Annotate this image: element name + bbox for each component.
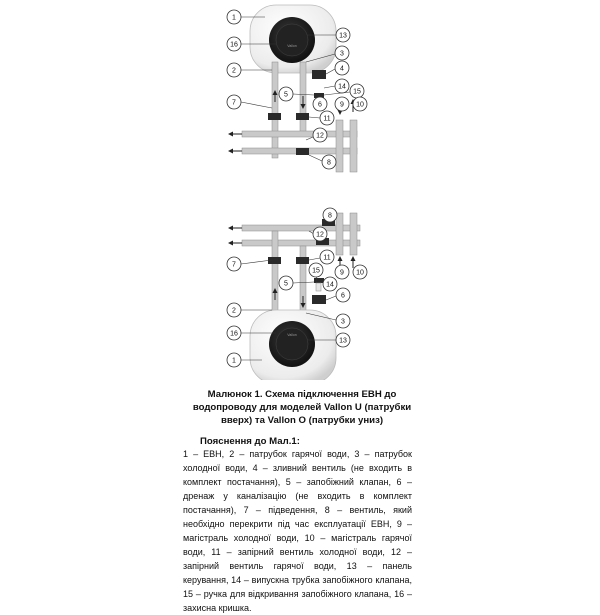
- svg-text:15: 15: [312, 267, 320, 275]
- svg-text:5: 5: [284, 280, 288, 288]
- svg-text:11: 11: [323, 254, 331, 262]
- svg-text:10: 10: [356, 101, 364, 109]
- callout-bottom-11: [309, 250, 334, 264]
- svg-text:8: 8: [327, 159, 331, 167]
- callout-top-7: [227, 95, 272, 109]
- svg-text:10: 10: [356, 269, 364, 277]
- legend-title: Пояснення до Мал.1:: [200, 436, 300, 447]
- water-heater-tank: [250, 5, 336, 73]
- callout-top-11: [309, 111, 334, 125]
- callout-bottom-5: [279, 276, 314, 290]
- callout-bottom-7: [227, 257, 272, 271]
- svg-text:16: 16: [230, 330, 238, 338]
- svg-text:9: 9: [340, 101, 344, 109]
- figure-caption: Малюнок 1. Схема підключення ЕВН до водопроводу для моделей Vallon U (патрубки вверх) та Vallon O (патрубки униз): [192, 389, 412, 426]
- callout-top-8: [309, 155, 336, 169]
- callout-bottom-10: [353, 265, 367, 279]
- svg-text:1: 1: [232, 14, 236, 22]
- callout-top-9: [335, 97, 349, 111]
- svg-text:6: 6: [341, 292, 345, 300]
- svg-text:7: 7: [232, 99, 236, 107]
- svg-text:7: 7: [232, 261, 236, 269]
- legend-body: 1 – ЕВН, 2 – патрубок гарячої води, 3 – патрубок холодної води, 4 – зливний вентиль (не входить в комплект постачання), 5 – запобіжний клапан, 6 – дренаж у каналізацію (не входить в комплект постачання), 7 – підведення, 8 – вентиль, який необхідно перекрити під час експлуатації ЕВН, 9 – магістраль холодної води, 10 – магістраль гарячої води, 11 – запірний вентиль холодної води, 12 – запірний вентиль гарячої води, 13 – панель керування, 14 – випускна трубка запобіжного клапана, 15 – ручка для відкривання запобіжного клапана, 16 – захисна кришка.: [183, 449, 412, 613]
- tank-panel-label: Vallon: [287, 44, 297, 48]
- svg-text:5: 5: [284, 91, 288, 99]
- svg-text:2: 2: [232, 67, 236, 75]
- svg-text:6: 6: [318, 101, 322, 109]
- svg-text:16: 16: [230, 41, 238, 49]
- svg-text:13: 13: [339, 32, 347, 40]
- svg-text:2: 2: [232, 307, 236, 315]
- svg-text:14: 14: [338, 83, 346, 91]
- svg-text:9: 9: [340, 269, 344, 277]
- svg-text:11: 11: [323, 115, 331, 123]
- svg-text:14: 14: [326, 281, 334, 289]
- callout-top-6: [313, 97, 327, 111]
- svg-text:3: 3: [341, 318, 345, 326]
- svg-text:4: 4: [340, 65, 344, 73]
- callout-top-14: [324, 79, 349, 93]
- callout-top-10: [353, 97, 367, 111]
- callout-bottom-14: [323, 277, 337, 291]
- svg-text:15: 15: [353, 88, 361, 96]
- callout-bottom-9: [335, 265, 349, 279]
- svg-text:8: 8: [328, 212, 332, 220]
- bottom-diagram: [227, 208, 367, 380]
- svg-text:1: 1: [232, 357, 236, 365]
- svg-text:3: 3: [340, 50, 344, 58]
- water-heater-tank: [250, 310, 336, 380]
- top-diagram: [227, 5, 367, 172]
- callout-top-5: [279, 87, 314, 101]
- svg-text:12: 12: [316, 231, 324, 239]
- svg-text:13: 13: [339, 337, 347, 345]
- tank-panel-label: Vallon: [287, 333, 297, 337]
- svg-text:12: 12: [316, 132, 324, 140]
